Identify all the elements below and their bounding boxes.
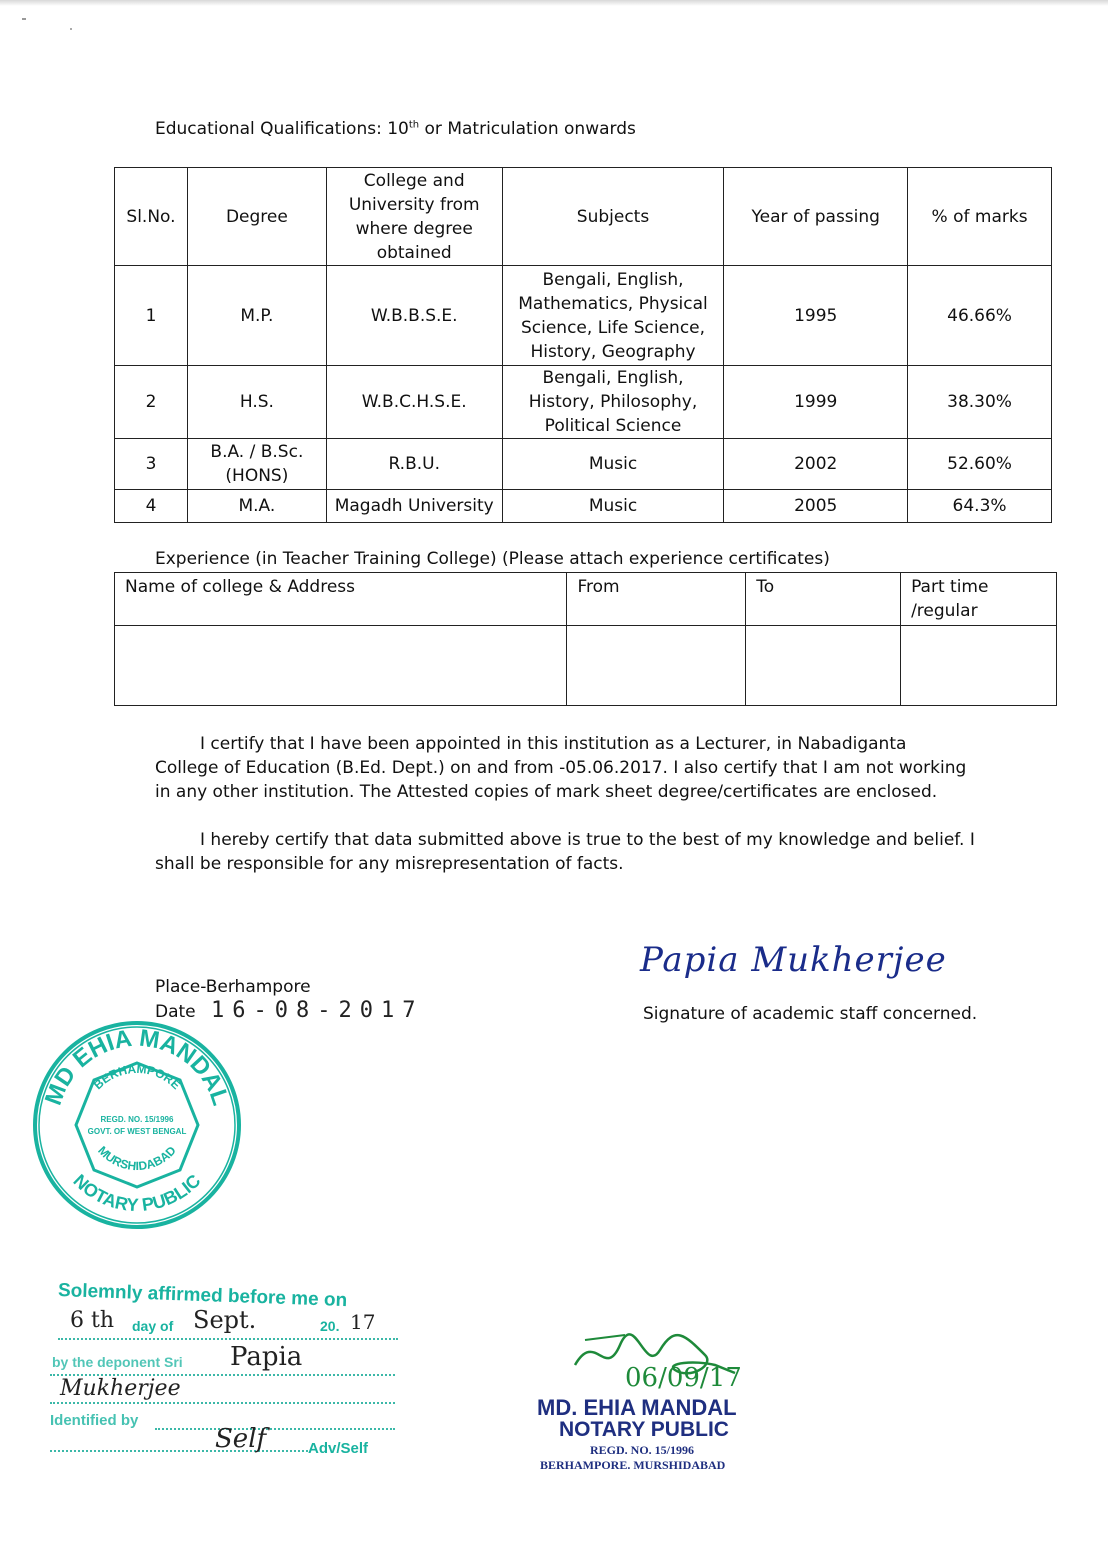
table-cell: H.S. (187, 366, 326, 439)
header-cell: Subjects (502, 168, 724, 266)
seal-bottom-text: NOTARY PUBLIC (69, 1170, 205, 1216)
education-table (114, 167, 1052, 523)
affirm-dots (50, 1450, 308, 1452)
affirm-dots (50, 1402, 395, 1404)
table-row (115, 626, 1057, 706)
table-cell: 2005 (724, 490, 908, 523)
header-cell: College and University from where degree obtained (326, 168, 502, 266)
affirm-name-1: Papia (230, 1342, 303, 1372)
round-notary-seal (30, 1018, 245, 1233)
header-cell: % of marks (908, 168, 1052, 266)
affirm-adv-label: Adv/Self (308, 1440, 369, 1457)
date-label: Date (155, 1002, 196, 1022)
svg-text:NOTARY PUBLIC (69, 1170, 204, 1215)
header-cell: Name of college & Address (115, 573, 567, 626)
certify-paragraph-1: I certify that I have been appointed in this institution as a Lecturer, in Nabadiganta College of Education (B.Ed. Dept.) on and from -05.06.2017. I also certify that I am not working in any other institution. The Attested copies of mark sheet degree/certificates are enclosed. (155, 734, 967, 802)
table-cell: M.P. (187, 266, 326, 366)
table-cell (746, 626, 901, 706)
experience-table (114, 572, 1057, 706)
table-row (115, 366, 1052, 439)
header-cell: Degree (187, 168, 326, 266)
table-cell: Music (502, 439, 724, 490)
affirm-dots (58, 1338, 398, 1340)
scan-speck (22, 18, 26, 20)
certify-paragraph-2: I hereby certify that data submitted above is true to the best of my knowledge and belief. I shall be responsible for any misrepresentation of facts. (155, 830, 975, 874)
header-cell: To (746, 573, 901, 626)
table-cell (901, 626, 1057, 706)
affirmation-stamp (50, 1280, 400, 1470)
table-cell (567, 626, 746, 706)
experience-heading: Experience (in Teacher Training College) (Please attach experience certificates) (155, 549, 830, 569)
affirm-by-label: by the deponent Sri (52, 1354, 183, 1370)
svg-text:BERHAMPORE (91, 1062, 183, 1092)
table-cell: 38.30% (908, 366, 1052, 439)
table-cell: 46.66% (908, 266, 1052, 366)
place-line: Place-Berhampore (155, 977, 311, 997)
notary-sig-date: 06/09/17 (625, 1363, 742, 1393)
table-cell: 1999 (724, 366, 908, 439)
table-cell: 4 (115, 490, 188, 523)
seal-graphic (30, 1018, 245, 1233)
seal-inner-top: BERHAMPORE (90, 1061, 184, 1093)
table-cell: W.B.C.H.S.E. (326, 366, 502, 439)
table-cell: 2 (115, 366, 188, 439)
affirm-identified-label: Identified by (50, 1412, 139, 1429)
table-cell: 52.60% (908, 439, 1052, 490)
seal-outer-text: MD EHIA MANDAL (39, 1024, 235, 1109)
scan-speck (70, 28, 72, 30)
table-cell (115, 626, 567, 706)
table-cell: 1995 (724, 266, 908, 366)
table-cell: Magadh University (326, 490, 502, 523)
affirm-line-3 (50, 1342, 395, 1376)
edu-heading-sup: th (408, 119, 420, 131)
signature-caption: Signature of academic staff concerned. (643, 1004, 978, 1024)
header-cell: Part time /regular (901, 573, 1057, 626)
affirm-line-6 (50, 1424, 395, 1464)
signature-handwritten: Papia Mukherjee (640, 940, 947, 980)
header-cell: Year of passing (724, 168, 908, 266)
table-cell: Music (502, 490, 724, 523)
edu-heading-text: Educational Qualifications: 10 (155, 119, 409, 139)
affirm-line-1: Solemnly affirmed before me on (57, 1280, 348, 1312)
notary-block (525, 1325, 785, 1475)
table-row (115, 266, 1052, 366)
notary-name: MD. EHIA MANDAL (537, 1395, 737, 1420)
table-cell: R.B.U. (326, 439, 502, 490)
affirm-year-label: 20. (320, 1318, 340, 1334)
affirm-year: 17 (350, 1310, 376, 1334)
table-cell: 1 (115, 266, 188, 366)
seal-regd: REGD. NO. 15/1996 (100, 1115, 174, 1124)
affirm-line-2 (58, 1306, 398, 1340)
table-row (115, 490, 1052, 523)
table-row (115, 439, 1052, 490)
table-cell: 2002 (724, 439, 908, 490)
affirm-month: Sept. (193, 1306, 257, 1334)
svg-text:MURSHIDABAD (95, 1143, 179, 1173)
edu-heading-tail: or Matriculation onwards (419, 119, 636, 139)
notary-place: BERHAMPORE. MURSHIDABAD (540, 1458, 726, 1472)
seal-inner-bottom: MURSHIDABAD (95, 1143, 179, 1174)
notary-regd: REGD. NO. 15/1996 (590, 1443, 695, 1457)
date-handwritten: 16-08-2017 (211, 998, 424, 1023)
header-cell: Sl.No. (115, 168, 188, 266)
table-header-row (115, 168, 1052, 266)
affirm-line-4 (50, 1376, 395, 1406)
seal-govt: GOVT. OF WEST BENGAL (87, 1127, 187, 1136)
affirm-day-label: day of (132, 1318, 174, 1334)
table-cell: B.A. / B.Sc. (HONS) (187, 439, 326, 490)
affirm-self-handwritten: Self (215, 1424, 267, 1454)
table-cell: 3 (115, 439, 188, 490)
notary-title: NOTARY PUBLIC (559, 1418, 729, 1441)
table-cell: M.A. (187, 490, 326, 523)
scan-edge (0, 0, 1108, 6)
table-header-row (115, 573, 1057, 626)
affirm-day: 6 th (70, 1308, 114, 1333)
edu-heading (155, 117, 636, 141)
table-cell: Bengali, English, Mathematics, Physical Science, Life Science, History, Geography (502, 266, 724, 366)
table-cell: Bengali, English, History, Philosophy, Political Science (502, 366, 724, 439)
affirm-name-2: Mukherjee (60, 1376, 181, 1401)
table-cell: W.B.B.S.E. (326, 266, 502, 366)
header-cell: From (567, 573, 746, 626)
table-cell: 64.3% (908, 490, 1052, 523)
